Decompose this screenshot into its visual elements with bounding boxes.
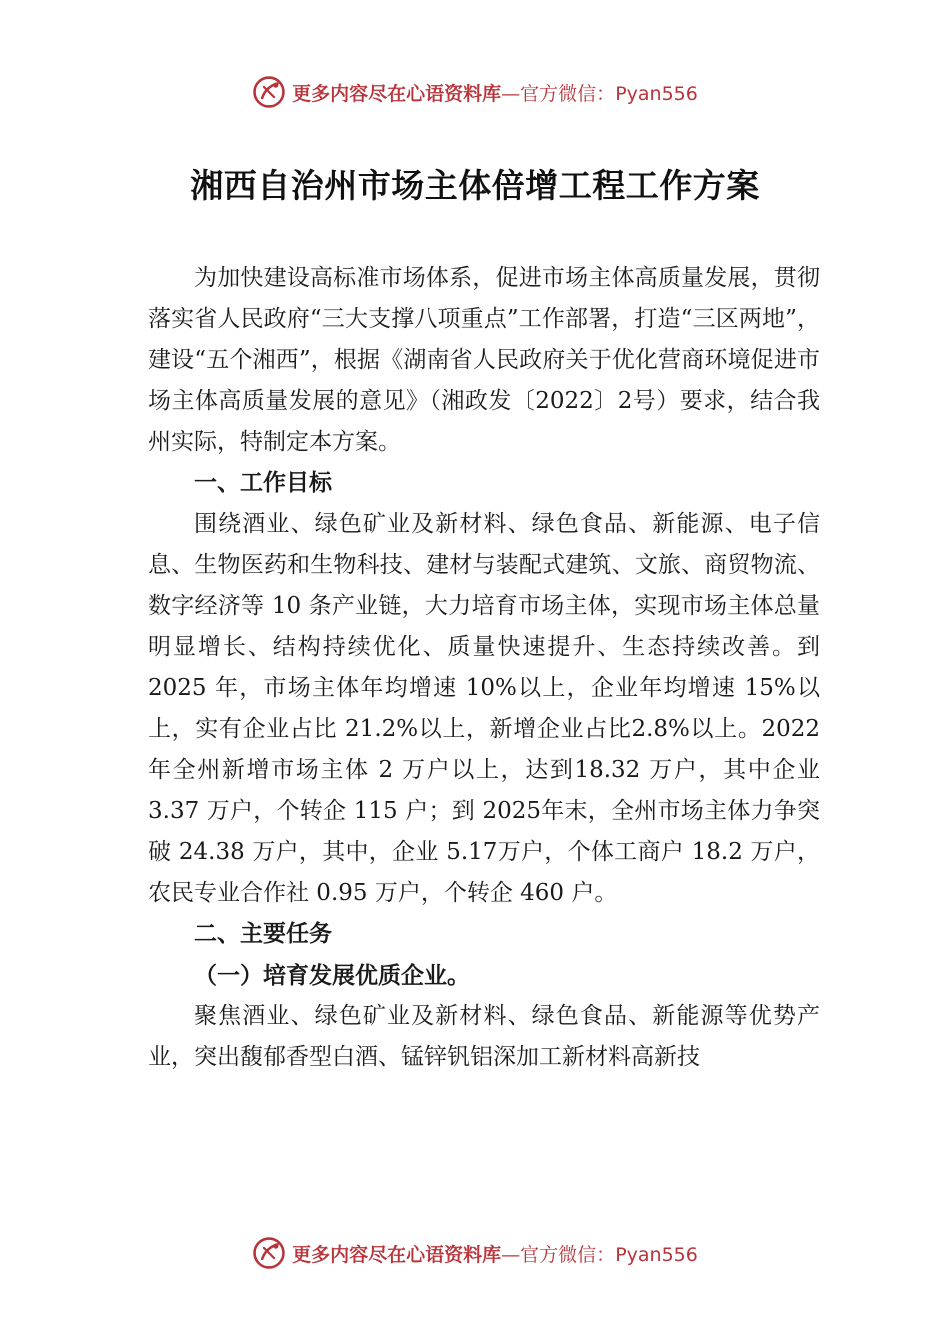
section-heading-goals: 一、工作目标: [194, 470, 332, 496]
watermark-text: [292, 1240, 698, 1267]
seal-logo-icon: [252, 75, 286, 109]
watermark-wechat-label: 官方微信：: [520, 1243, 616, 1266]
goals-paragraph: 围绕酒业、绿色矿业及新材料、绿色食品、新能源、电子信息、生物医药和生物科技、建材与装配式建筑、文旅、商贸物流、数字经济等 10 条产业链，大力培育市场主体，实现市场主体总量明显增长、结构持续优化、质量快速提升、生态持续改善。到 2025 年，市场主体年均增速 10%以上，企业年均增速 15%以上，实有企业占比 21.2%以上，新增企业占比2.8%以上。2022 年全州新增市场主体 2 万户以上，达到18.32 万户，其中企业 3.37 万户，个转企 115 户；到 2025年末，全州市场主体力争突破 24.38 万户，其中，企业 5.17万户，个体工商户 18.2 万户，农民专业合作社 0.95 万户，个转企 460 户。: [148, 511, 820, 906]
watermark-wechat-label: 官方微信：: [520, 82, 616, 105]
watermark-text: [292, 79, 698, 106]
section-heading-tasks: 二、主要任务: [194, 921, 332, 947]
seal-logo-icon: [252, 1236, 286, 1270]
watermark-wechat-id: Pyan556: [615, 1243, 698, 1266]
enterprises-paragraph: 聚焦酒业、绿色矿业及新材料、绿色食品、新能源等优势产业，突出馥郁香型白酒、锰锌钒铝深加工新材料高新技: [148, 1003, 820, 1070]
watermark-header: [0, 72, 950, 112]
watermark-prefix: 更多内容尽在心语资料库: [292, 1243, 502, 1266]
watermark-footer: [0, 1233, 950, 1273]
watermark-wechat-id: Pyan556: [615, 82, 698, 105]
intro-paragraph: 为加快建设高标准市场体系，促进市场主体高质量发展，贯彻落实省人民政府“三大支撑八项重点”工作部署，打造“三区两地”，建设“五个湘西”，根据《湖南省人民政府关于优化营商环境促进市场主体高质量发展的意见》（湘政发〔2022〕2号）要求，结合我州实际，特制定本方案。: [148, 265, 820, 455]
watermark-separator: —: [501, 1243, 521, 1266]
document-body: [148, 258, 820, 1078]
watermark-prefix: 更多内容尽在心语资料库: [292, 82, 502, 105]
subsection-heading-enterprises: （一）培育发展优质企业。: [194, 962, 470, 989]
watermark-separator: —: [501, 82, 521, 105]
document-title: 湘西自治州市场主体倍增工程工作方案: [190, 166, 760, 205]
